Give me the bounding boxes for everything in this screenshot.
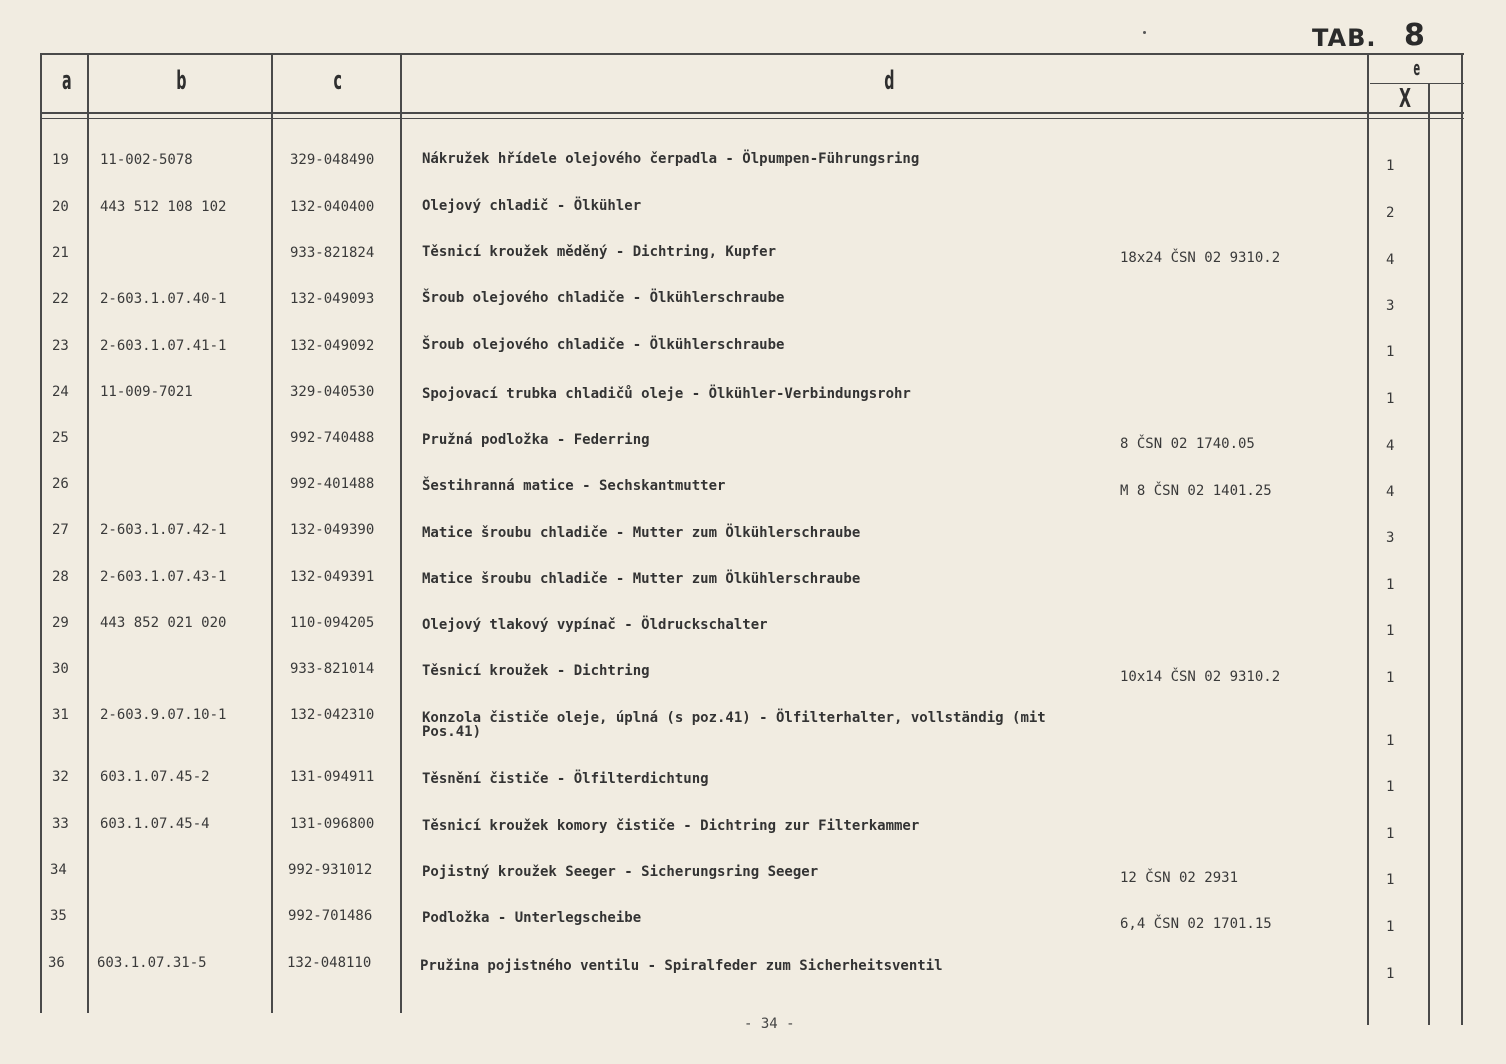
table-row xyxy=(0,862,1506,908)
description: Olejový tlakový vypínač - Öldruckschalter xyxy=(422,617,768,633)
header-bottom-border xyxy=(40,112,1464,114)
quantity: 1 xyxy=(1386,391,1395,407)
part-code-c: 110-094205 xyxy=(290,615,375,631)
quantity: 1 xyxy=(1386,670,1395,686)
pos-number: 34 xyxy=(50,862,67,878)
header-a: a xyxy=(61,66,72,96)
pos-number: 35 xyxy=(50,908,67,924)
table-row xyxy=(0,769,1506,815)
part-code-c: 132-040400 xyxy=(290,199,375,215)
part-code-c: 132-049092 xyxy=(290,338,375,354)
table-row xyxy=(0,152,1506,198)
table-row xyxy=(0,245,1506,291)
table-row xyxy=(0,522,1506,568)
part-code-b: 2-603.1.07.42-1 xyxy=(100,522,227,538)
pos-number: 32 xyxy=(52,769,69,785)
quantity: 1 xyxy=(1386,733,1395,749)
part-code-b: 443 852 021 020 xyxy=(100,615,227,631)
part-code-c: 132-042310 xyxy=(290,707,375,723)
description: Nákružek hřídele olejového čerpadla - Ölpumpen-Führungsring xyxy=(422,151,920,167)
description: Pojistný kroužek Seeger - Sicherungsring Seeger xyxy=(422,864,819,880)
pos-number: 33 xyxy=(52,816,69,832)
table-row xyxy=(0,816,1506,862)
description: Matice šroubu chladiče - Mutter zum Ölkühlerschraube xyxy=(422,571,861,587)
standard-spec: 18x24 ČSN 02 9310.2 xyxy=(1120,250,1281,266)
part-code-b: 11-009-7021 xyxy=(100,384,193,400)
description: Těsnicí kroužek komory čističe - Dichtring zur Filterkammer xyxy=(422,818,920,834)
quantity: 1 xyxy=(1386,344,1395,360)
part-code-c: 933-821824 xyxy=(290,245,375,261)
description: Podložka - Unterlegscheibe xyxy=(422,910,642,926)
part-code-b: 603.1.07.45-2 xyxy=(100,769,210,785)
description: Těsnicí kroužek měděný - Dichtring, Kupfer xyxy=(422,244,777,260)
pos-number: 24 xyxy=(52,384,69,400)
header-x: X xyxy=(1399,84,1412,114)
part-code-b: 11-002-5078 xyxy=(100,152,193,168)
part-code-c: 132-049390 xyxy=(290,522,375,538)
quantity: 1 xyxy=(1386,623,1395,639)
quantity: 1 xyxy=(1386,919,1395,935)
part-code-c: 132-049391 xyxy=(290,569,375,585)
part-code-b: 443 512 108 102 xyxy=(100,199,227,215)
part-code-b: 2-603.1.07.41-1 xyxy=(100,338,227,354)
part-code-b: 603.1.07.45-4 xyxy=(100,816,210,832)
header-bottom-border-2 xyxy=(40,118,1464,119)
quantity: 3 xyxy=(1386,298,1395,314)
table-row xyxy=(0,908,1506,954)
part-code-b: 2-603.9.07.10-1 xyxy=(100,707,227,723)
pos-number: 26 xyxy=(52,476,69,492)
pos-number: 30 xyxy=(52,661,69,677)
table-row xyxy=(0,430,1506,476)
page-number: - 34 - xyxy=(744,1016,795,1032)
description: Konzola čističe oleje, úplná (s poz.41) - Ölfilterhalter, vollständig (mit Pos.41) xyxy=(422,710,1046,740)
quantity: 1 xyxy=(1386,966,1395,982)
description: Šroub olejového chladiče - Ölkühlerschraube xyxy=(422,337,785,353)
quantity: 1 xyxy=(1386,779,1395,795)
header-c: c xyxy=(333,66,342,96)
pos-number: 31 xyxy=(52,707,69,723)
pos-number: 25 xyxy=(52,430,69,446)
description: Spojovací trubka chladičů oleje - Ölkühler-Verbindungsrohr xyxy=(422,386,911,402)
header-d: d xyxy=(884,66,895,96)
pos-number: 27 xyxy=(52,522,69,538)
description: Pružina pojistného ventilu - Spiralfeder zum Sicherheitsventil xyxy=(420,958,943,974)
table-row xyxy=(0,384,1506,430)
pos-number: 21 xyxy=(52,245,69,261)
pos-number: 29 xyxy=(52,615,69,631)
part-code-b: 2-603.1.07.43-1 xyxy=(100,569,227,585)
ink-dot xyxy=(1143,31,1146,34)
part-code-c: 132-048110 xyxy=(287,955,372,971)
pos-number: 28 xyxy=(52,569,69,585)
table-row xyxy=(0,661,1506,707)
quantity: 1 xyxy=(1386,872,1395,888)
description: Olejový chladič - Ölkühler xyxy=(422,198,642,214)
pos-number: 19 xyxy=(52,152,69,168)
part-code-c: 131-094911 xyxy=(290,769,375,785)
table-row xyxy=(0,199,1506,245)
quantity: 3 xyxy=(1386,530,1395,546)
part-code-b: 2-603.1.07.40-1 xyxy=(100,291,227,307)
e-subheader-line xyxy=(1370,83,1464,84)
description: Šroub olejového chladiče - Ölkühlerschraube xyxy=(422,290,785,306)
description: Matice šroubu chladiče - Mutter zum Ölkühlerschraube xyxy=(422,525,861,541)
part-code-c: 329-048490 xyxy=(290,152,375,168)
table-row xyxy=(0,955,1506,1001)
quantity: 4 xyxy=(1386,484,1395,500)
part-code-c: 329-040530 xyxy=(290,384,375,400)
standard-spec: M 8 ČSN 02 1401.25 xyxy=(1120,483,1272,499)
part-code-c: 992-931012 xyxy=(288,862,373,878)
part-code-c: 933-821014 xyxy=(290,661,375,677)
quantity: 2 xyxy=(1386,205,1395,221)
quantity: 1 xyxy=(1386,577,1395,593)
table-row xyxy=(0,569,1506,615)
description: Těsnění čističe - Ölfilterdichtung xyxy=(422,771,709,787)
quantity: 1 xyxy=(1386,158,1395,174)
pos-number: 23 xyxy=(52,338,69,354)
part-code-b: 603.1.07.31-5 xyxy=(97,955,207,971)
description: Těsnicí kroužek - Dichtring xyxy=(422,663,650,679)
standard-spec: 6,4 ČSN 02 1701.15 xyxy=(1120,916,1272,932)
part-code-c: 131-096800 xyxy=(290,816,375,832)
standard-spec: 12 ČSN 02 2931 xyxy=(1120,870,1239,886)
pos-number: 36 xyxy=(48,955,65,971)
table-row xyxy=(0,338,1506,384)
table-row xyxy=(0,707,1506,753)
table-row xyxy=(0,615,1506,661)
table-row xyxy=(0,291,1506,337)
part-code-c: 992-740488 xyxy=(290,430,375,446)
quantity: 4 xyxy=(1386,252,1395,268)
pos-number: 20 xyxy=(52,199,69,215)
description: Šestihranná matice - Sechskantmutter xyxy=(422,478,726,494)
standard-spec: 10x14 ČSN 02 9310.2 xyxy=(1120,669,1281,685)
header-e: e xyxy=(1413,56,1421,80)
tab-number: 8 xyxy=(1404,18,1425,53)
standard-spec: 8 ČSN 02 1740.05 xyxy=(1120,436,1255,452)
quantity: 1 xyxy=(1386,826,1395,842)
part-code-c: 992-701486 xyxy=(288,908,373,924)
table-top-border xyxy=(40,53,1464,55)
quantity: 4 xyxy=(1386,438,1395,454)
header-b: b xyxy=(176,66,187,96)
table-row xyxy=(0,476,1506,522)
tab-label: TAB. xyxy=(1312,24,1377,52)
part-code-c: 132-049093 xyxy=(290,291,375,307)
pos-number: 22 xyxy=(52,291,69,307)
part-code-c: 992-401488 xyxy=(290,476,375,492)
description: Pružná podložka - Federring xyxy=(422,432,650,448)
